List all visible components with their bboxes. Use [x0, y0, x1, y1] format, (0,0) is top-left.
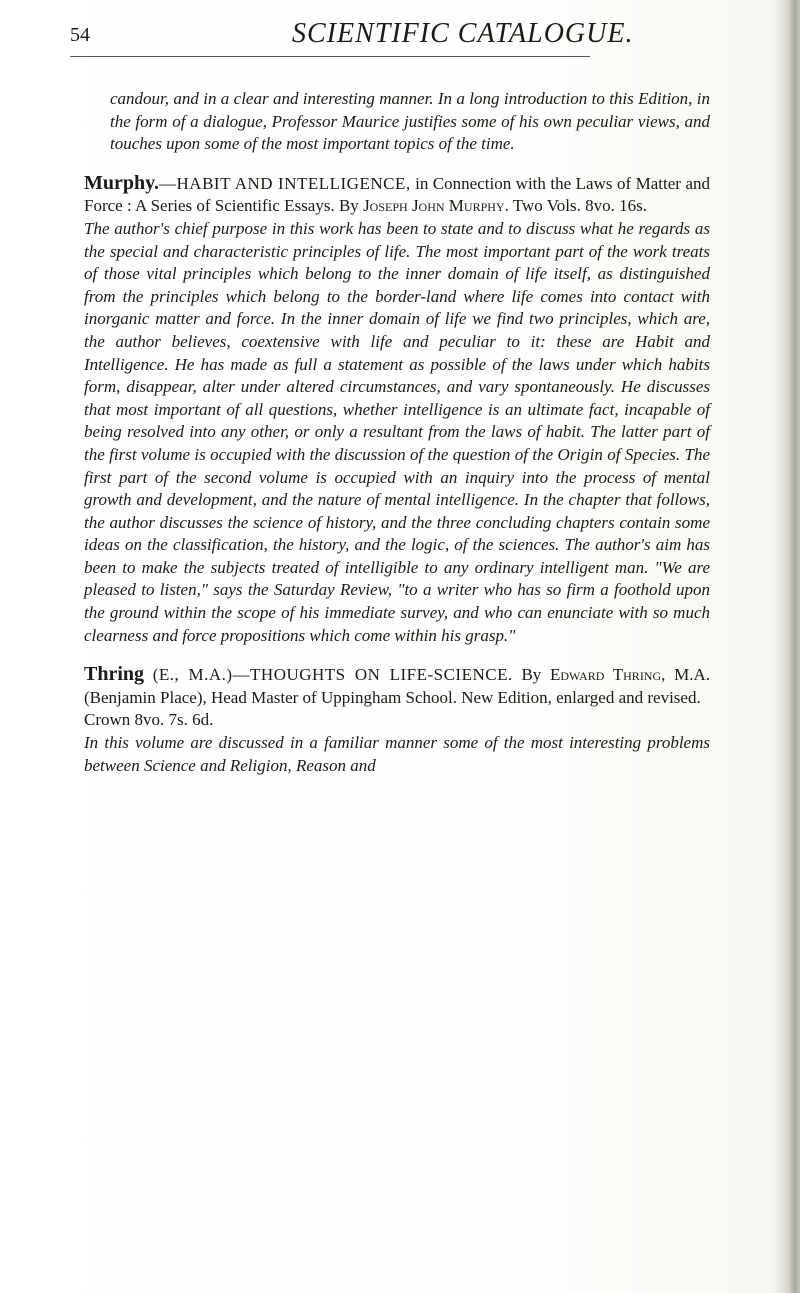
entry-surname: Thring	[84, 663, 145, 686]
page-number: 54	[70, 24, 90, 46]
running-title: SCIENTIFIC CATALOGUE.	[292, 18, 634, 49]
entry-details: in Connection with the Laws of Matter and Force : A Series of Scientific Essays.	[84, 173, 710, 216]
entry-author-prefix: By	[338, 196, 359, 216]
entry-heading	[84, 663, 710, 709]
entry-title: (E., M.A.)—THOUGHTS ON LIFE-SCIENCE.	[152, 665, 513, 685]
entry-author-prefix: By	[521, 665, 542, 685]
catalogue-entry-thring	[84, 663, 711, 777]
entry-description: The author's chief purpose in this work has been to state and to discuss what he regards as the special and characteristic principles of life. The most important part of the work treats of those vital principles which belong to the inner domain of life itself, as distinguished from the principles which belong to the border-land where life comes into contact with inorganic matter and force. In the inner domain of life we find two principles, which are, the author believes, coextensive with life and peculiar to it: these are Habit and Intelligence. He has made as full a statement as possible of the laws under which habits form, disappear, alter under altered circumstances, and vary spontaneously. He discusses that most important of all questions, whether intelligence is an ultimate fact, incapable of being resolved into any other, or only a resultant from the laws of habit. The latter part of the first volume is occupied with the discussion of the question of the Origin of Species. The first part of the second volume is occupied with an inquiry into the process of mental growth and development, and the nature of mental intelligence. In the chapter that follows, the author discusses the science of history, and the three concluding chapters contain some ideas on the classification, the history, and the logic, of the sciences. The author's aim has been to make the subjects treated of intelligible to any ordinary intelligent man. "We are pleased to listen," says the Saturday Review, "to a writer who has so firm a foothold upon the ground within the scope of his immediate survey, and who can enunciate with so much clearness and force propositions which come within his grasp."	[84, 218, 710, 645]
entry-surname: Murphy.	[84, 171, 160, 194]
entry-description: In this volume are discussed in a familiar manner some of the most interesting problems between Science and Religion, Reason and	[84, 733, 710, 775]
intro-paragraph: candour, and in a clear and interesting manner. In a long introduction to this Edition, in the form of a dialogue, Professor Maurice justifies some of his own peculiar views, and touches upon some of the most important topics of the time.	[110, 89, 710, 154]
entry-title: —HABIT AND INTELLIGENCE,	[159, 173, 411, 193]
entry-author: Edward Thring,	[549, 665, 666, 685]
page-content	[84, 88, 711, 777]
entry-publication: Two Vols. 8vo. 16s.	[512, 196, 648, 216]
entry-publication: Crown 8vo. 7s. 6d.	[84, 710, 214, 730]
page-edge-shadow	[774, 0, 800, 1293]
entry-author: Joseph John Murphy.	[363, 196, 509, 216]
entry-heading	[84, 172, 710, 218]
entry-details: M.A. (Benjamin Place), Head Master of Uppingham School. New Edition, enlarged and revised.	[84, 665, 711, 707]
catalogue-entry-murphy	[84, 171, 710, 647]
header-rule	[70, 56, 590, 57]
